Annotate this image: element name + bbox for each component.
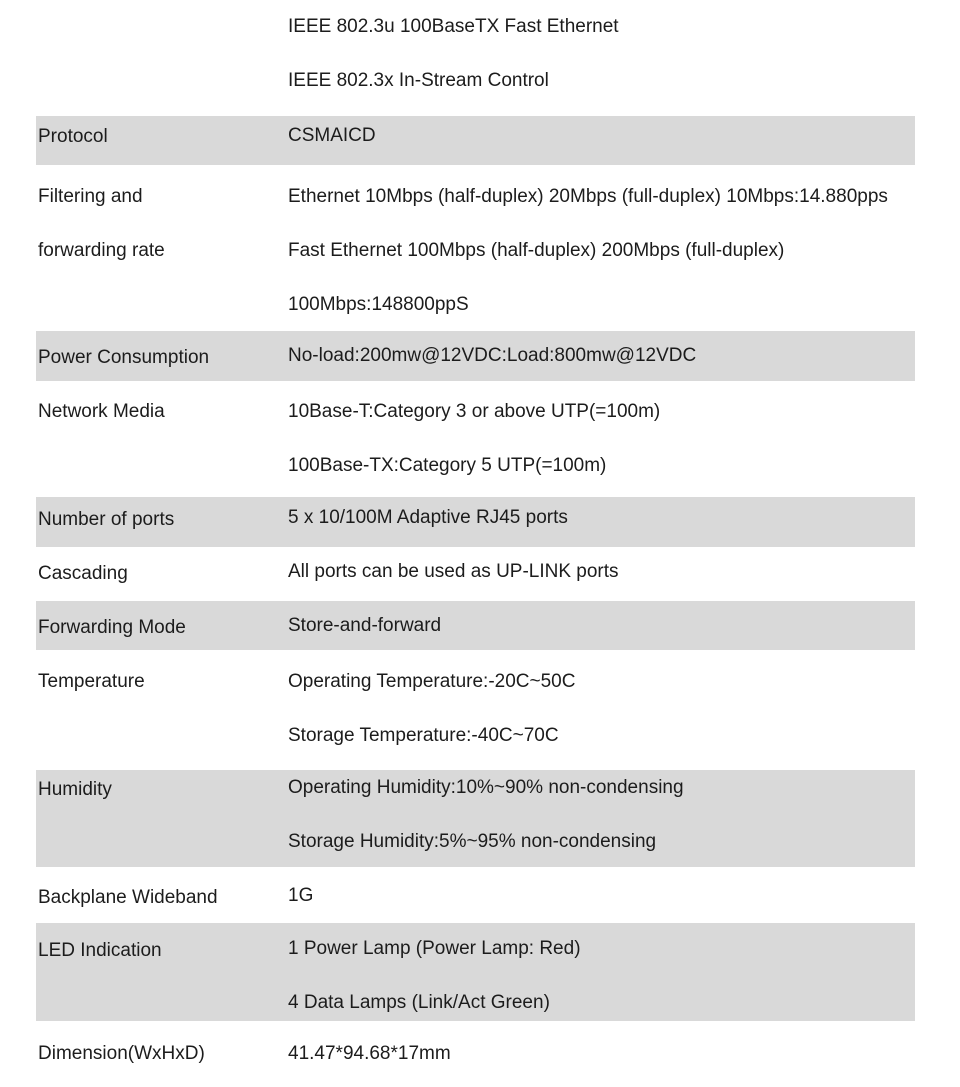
- spec-row-led: [36, 923, 915, 1021]
- spec-label: Cascading: [38, 563, 128, 584]
- spec-values: [288, 331, 915, 381]
- spec-label: Dimension(WxHxD): [38, 1043, 205, 1064]
- spec-label: Forwarding Mode: [38, 617, 186, 638]
- spec-values: [288, 601, 915, 651]
- spec-label: Network Media: [38, 401, 165, 422]
- spec-values: [288, 867, 915, 925]
- spec-row-network-media: [36, 381, 915, 497]
- spec-value: 5 x 10/100M Adaptive RJ45 ports: [288, 507, 568, 528]
- spec-value: IEEE 802.3x In-Stream Control: [288, 70, 549, 91]
- spec-value: Store-and-forward: [288, 615, 442, 636]
- spec-row-humidity: [36, 770, 915, 867]
- spec-value: Ethernet 10Mbps (half-duplex) 20Mbps (full-duplex) 10Mbps:14.880pps: [288, 186, 888, 207]
- spec-label: Backplane Wideband: [38, 887, 218, 908]
- spec-label: Number of ports: [38, 509, 175, 530]
- spec-value: 41.47*94.68*17mm: [288, 1043, 451, 1064]
- spec-label: [36, 170, 288, 278]
- spec-value: 1 Power Lamp (Power Lamp: Red): [288, 938, 581, 959]
- spec-label-line: Filtering and: [38, 186, 143, 207]
- spec-row-temperature: [36, 650, 915, 770]
- spec-row-cascading: [36, 547, 915, 601]
- spec-value: 4 Data Lamps (Link/Act Green): [288, 992, 550, 1013]
- spec-values: [288, 923, 915, 1031]
- spec-label-line: forwarding rate: [38, 240, 165, 261]
- spec-table: [36, 0, 915, 1064]
- spec-value: Fast Ethernet 100Mbps (half-duplex) 200Mbps (full-duplex): [288, 240, 785, 261]
- spec-values: [288, 1021, 915, 1087]
- spec-label: Humidity: [38, 779, 112, 800]
- spec-row-forwarding-mode: [36, 601, 915, 650]
- spec-values: [288, 0, 915, 108]
- spec-label: LED Indication: [38, 940, 162, 961]
- spec-value: 10Base-T:Category 3 or above UTP(=100m): [288, 401, 661, 422]
- spec-values: [288, 170, 915, 332]
- spec-value: Storage Temperature:-40C~70C: [288, 725, 559, 746]
- spec-row-power: [36, 331, 915, 381]
- spec-values: [288, 547, 915, 597]
- spec-values: [288, 116, 915, 156]
- spec-row-filtering: [36, 170, 915, 331]
- spec-value: 1G: [288, 885, 314, 906]
- spec-value: 100Mbps:148800ppS: [288, 294, 469, 315]
- spec-row-protocol: [36, 116, 915, 165]
- spec-value: No-load:200mw@12VDC:Load:800mw@12VDC: [288, 345, 697, 366]
- spec-values: [288, 650, 915, 763]
- spec-row-standards: [36, 0, 915, 108]
- spec-values: [288, 497, 915, 539]
- spec-value: Operating Humidity:10%~90% non-condensing: [288, 777, 684, 798]
- spec-row-dimension: [36, 1021, 915, 1064]
- spec-value: IEEE 802.3u 100BaseTX Fast Ethernet: [288, 16, 619, 37]
- spec-row-ports: [36, 497, 915, 547]
- spec-values: [288, 381, 915, 493]
- spec-value: Operating Temperature:-20C~50C: [288, 671, 576, 692]
- spec-value: All ports can be used as UP-LINK ports: [288, 561, 619, 582]
- spec-label: Power Consumption: [38, 347, 210, 368]
- spec-label: Protocol: [38, 126, 108, 147]
- spec-label: Temperature: [38, 671, 145, 692]
- spec-value: CSMAICD: [288, 125, 376, 146]
- spec-value: 100Base-TX:Category 5 UTP(=100m): [288, 455, 607, 476]
- spec-value: Storage Humidity:5%~95% non-condensing: [288, 831, 657, 852]
- spec-values: [288, 770, 915, 878]
- spec-row-backplane: [36, 867, 915, 923]
